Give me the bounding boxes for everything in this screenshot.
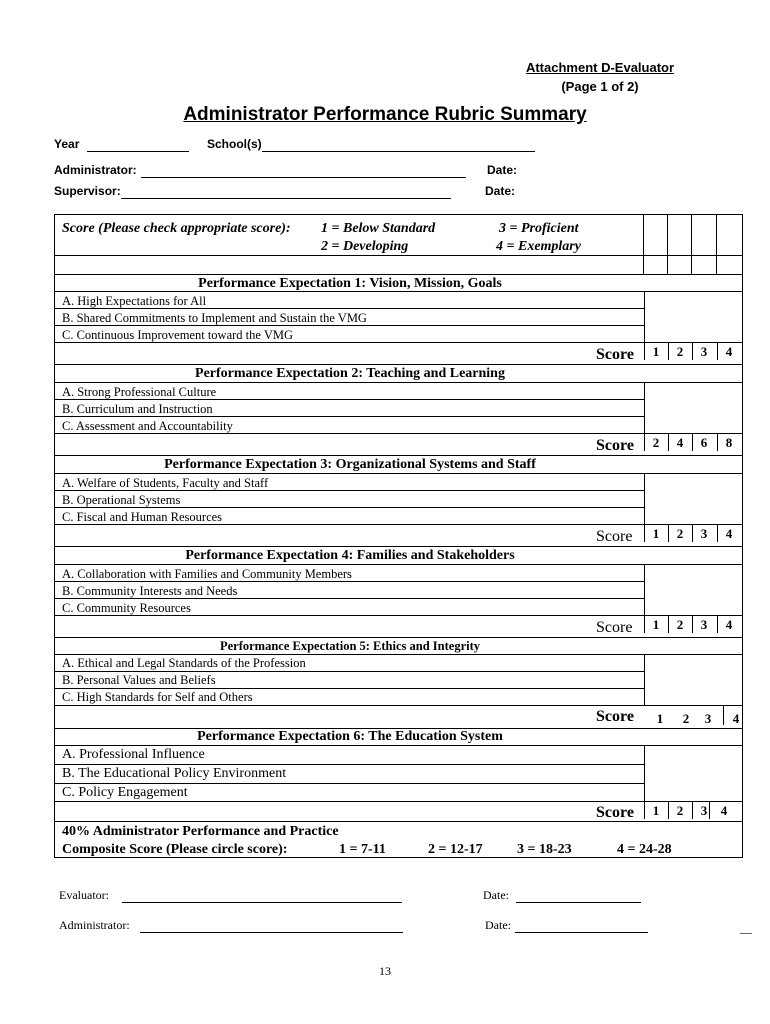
evaluator-date-field[interactable] <box>516 902 641 903</box>
trailing-underscore: __ <box>740 921 752 935</box>
admin-signature-label: Administrator: <box>59 918 130 932</box>
pe5-score-options[interactable] <box>644 705 742 726</box>
legend-prefix: Score (Please check appropriate score): <box>62 221 291 236</box>
composite-score-3[interactable]: 3 = 18-23 <box>517 842 572 857</box>
pe5-score-2[interactable]: 2 <box>682 711 690 726</box>
pe1-item-b: B. Shared Commitments to Implement and Sustain the VMG <box>62 311 367 325</box>
admin-signature-field[interactable] <box>140 932 403 933</box>
pe2-title: Performance Expectation 2: Teaching and Learning <box>195 366 505 381</box>
pe4-score-4[interactable]: 4 <box>725 617 733 632</box>
year-field[interactable] <box>87 151 189 152</box>
supervisor-field[interactable] <box>121 198 451 199</box>
pe4-score-options[interactable] <box>644 615 742 633</box>
evaluator-label: Evaluator: <box>59 888 109 902</box>
pe2-score-label: Score <box>596 437 634 454</box>
pe3-score-2[interactable]: 2 <box>676 526 684 541</box>
pe4-title: Performance Expectation 4: Families and Stakeholders <box>185 548 515 563</box>
pe3-score-4[interactable]: 4 <box>725 526 733 541</box>
pe4-item-b: B. Community Interests and Needs <box>62 584 238 598</box>
pe5-item-b: B. Personal Values and Beliefs <box>62 673 216 687</box>
pe2-score-4[interactable]: 8 <box>725 435 733 450</box>
pe3-score-options[interactable] <box>644 524 742 542</box>
composite-score-1[interactable]: 1 = 7-11 <box>339 842 386 857</box>
legend-four: 4 = Exemplary <box>496 239 581 254</box>
attachment-label: Attachment D-Evaluator <box>525 60 675 75</box>
pe1-score-1[interactable]: 1 <box>652 344 660 359</box>
pe6-score-1[interactable]: 1 <box>652 803 660 818</box>
pe5-score-3[interactable]: 3 <box>704 711 712 726</box>
pe2-item-b: B. Curriculum and Instruction <box>62 402 213 416</box>
pe1-score-4[interactable]: 4 <box>725 344 733 359</box>
pe2-item-c: C. Assessment and Accountability <box>62 419 233 433</box>
evaluator-signature-field[interactable] <box>122 902 402 903</box>
administrator-label: Administrator: <box>54 163 137 177</box>
pe2-score-2[interactable]: 4 <box>676 435 684 450</box>
pe4-item-a: A. Collaboration with Families and Community Members <box>62 567 352 581</box>
pe3-score-1[interactable]: 1 <box>652 526 660 541</box>
page-of-label: (Page 1 of 2) <box>561 79 639 94</box>
pe1-item-a: A. High Expectations for All <box>62 294 207 308</box>
pe5-score-4[interactable]: 4 <box>732 711 740 726</box>
composite-score-4[interactable]: 4 = 24-28 <box>617 842 672 857</box>
pe3-title: Performance Expectation 3: Organizational Systems and Staff <box>164 457 536 472</box>
pe5-item-c: C. High Standards for Self and Others <box>62 690 253 704</box>
pe5-score-label: Score <box>596 708 634 725</box>
legend-two: 2 = Developing <box>321 239 409 254</box>
pe2-score-3[interactable]: 6 <box>700 435 708 450</box>
admin-sign-date-field[interactable] <box>515 932 648 933</box>
pe4-score-3[interactable]: 3 <box>700 617 708 632</box>
pe5-item-a: A. Ethical and Legal Standards of the Profession <box>62 656 306 670</box>
pe6-item-b: B. The Educational Policy Environment <box>62 766 287 781</box>
legend-three: 3 = Proficient <box>499 221 579 236</box>
evaluator-date-label: Date: <box>483 888 509 902</box>
legend-one: 1 = Below Standard <box>321 221 436 236</box>
pe2-score-options[interactable] <box>644 433 742 451</box>
pe6-title: Performance Expectation 6: The Education System <box>197 729 503 744</box>
pe4-score-2[interactable]: 2 <box>676 617 684 632</box>
composite-heading: 40% Administrator Performance and Practice <box>62 824 339 839</box>
pe6-item-c: C. Policy Engagement <box>62 785 188 800</box>
year-label: Year <box>54 137 80 151</box>
pe3-score-label: Score <box>596 528 633 545</box>
page-number: 13 <box>379 964 391 978</box>
pe2-item-a: A. Strong Professional Culture <box>62 385 217 399</box>
composite-instruction: Composite Score (Please circle score): <box>62 842 288 857</box>
pe1-score-label: Score <box>596 346 634 363</box>
pe6-score-options[interactable] <box>644 801 742 819</box>
supervisor-label: Supervisor: <box>54 184 121 198</box>
pe5-score-1[interactable]: 1 <box>656 711 664 726</box>
pe3-item-b: B. Operational Systems <box>62 493 181 507</box>
pe1-score-options[interactable] <box>644 342 742 360</box>
pe3-item-c: C. Fiscal and Human Resources <box>62 510 223 524</box>
pe1-title: Performance Expectation 1: Vision, Mission, Goals <box>198 276 502 291</box>
pe1-item-c: C. Continuous Improvement toward the VMG <box>62 328 293 342</box>
pe6-score-4[interactable]: 4 <box>720 803 728 818</box>
composite-score-2[interactable]: 2 = 12-17 <box>428 842 483 857</box>
pe3-score-3[interactable]: 3 <box>700 526 708 541</box>
pe6-score-3[interactable]: 3 <box>700 803 708 818</box>
pe1-score-3[interactable]: 3 <box>700 344 708 359</box>
pe3-item-a: A. Welfare of Students, Faculty and Staff <box>62 476 269 490</box>
admin-date-label: Date: <box>487 163 518 177</box>
pe6-item-a: A. Professional Influence <box>62 747 205 762</box>
pe6-score-label: Score <box>596 804 634 821</box>
pe1-score-2[interactable]: 2 <box>676 344 684 359</box>
schools-label: School(s) <box>207 137 262 151</box>
pe4-score-label: Score <box>596 619 633 636</box>
admin-sign-date-label: Date: <box>485 918 511 932</box>
supervisor-date-label: Date: <box>485 184 516 198</box>
pe4-score-1[interactable]: 1 <box>652 617 660 632</box>
administrator-field[interactable] <box>141 177 466 178</box>
schools-field[interactable] <box>262 151 535 152</box>
rubric-table <box>54 214 743 858</box>
page-title: Administrator Performance Rubric Summary <box>183 104 587 125</box>
pe2-score-1[interactable]: 2 <box>652 435 660 450</box>
pe6-score-2[interactable]: 2 <box>676 803 684 818</box>
pe4-item-c: C. Community Resources <box>62 601 191 615</box>
pe5-title: Performance Expectation 5: Ethics and Integrity <box>219 639 481 653</box>
